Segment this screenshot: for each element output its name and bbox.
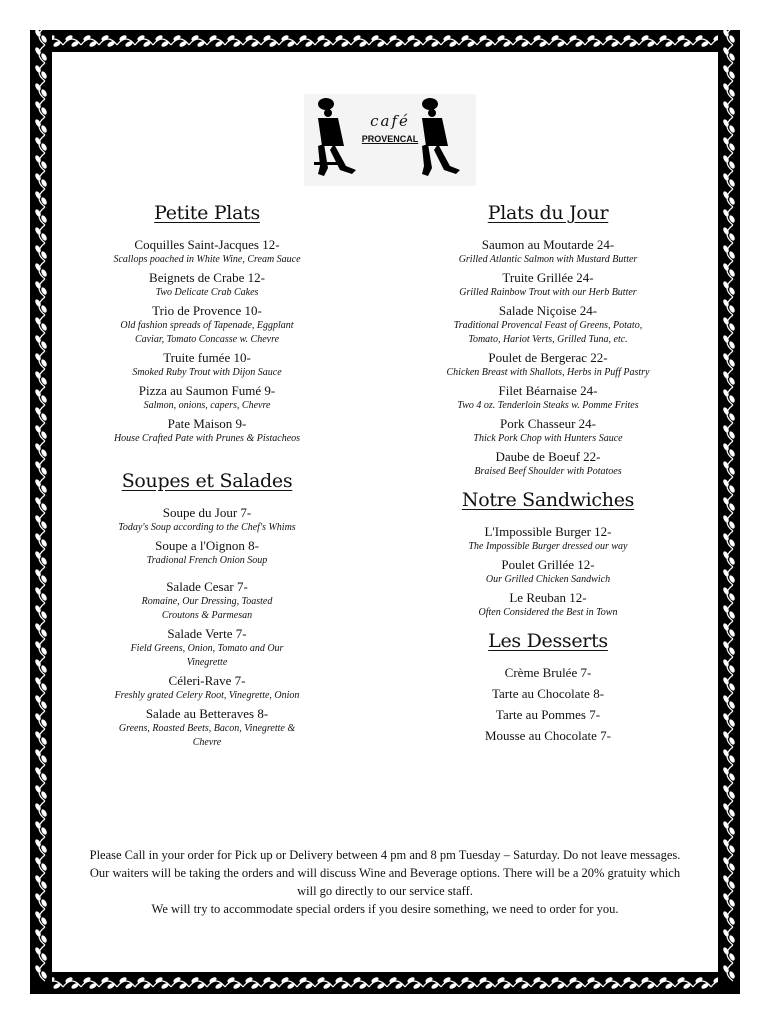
- right-column: [400, 202, 696, 746]
- menu-item-description: The Impossible Burger dressed our way: [468, 541, 628, 552]
- cafe-logo: [304, 94, 476, 186]
- menu-item: [62, 236, 352, 267]
- menu-item: [400, 589, 696, 620]
- menu-item: [62, 349, 352, 380]
- menu-item-description: Two 4 oz. Tenderloin Steaks w. Pomme Frites: [457, 400, 639, 411]
- menu-item-name: Poulet Grillée 12-: [501, 557, 595, 572]
- menu-item-name: Trio de Provence 10-: [152, 303, 262, 318]
- menu-item-description: Croutons & Parmesan: [161, 610, 253, 621]
- menu-item-name: Céleri-Rave 7-: [168, 673, 246, 688]
- menu-item-name: Salade Cesar 7-: [166, 579, 248, 594]
- decorative-border-right: [718, 30, 740, 994]
- menu-item-description: Field Greens, Onion, Tomato and Our: [130, 643, 284, 654]
- logo-provencal-text: PROVENCAL: [361, 134, 419, 144]
- menu-item: [400, 448, 696, 479]
- petite-plats-section: [62, 202, 352, 446]
- menu-item-name: Filet Béarnaise 24-: [498, 383, 598, 398]
- petite-plats-list: [62, 236, 352, 446]
- section-title-soupes: Soupes et Salades: [121, 470, 293, 492]
- menu-item-name: Pizza au Saumon Fumé 9-: [138, 383, 276, 398]
- section-title-sandwiches: Notre Sandwiches: [461, 489, 635, 511]
- menu-item-description: Traditional Provencal Feast of Greens, Potato,: [453, 320, 643, 331]
- menu-item-name: Crème Brulée 7-: [504, 665, 592, 680]
- menu-item-name: Le Reuban 12-: [509, 590, 587, 605]
- ordering-notice: [82, 846, 688, 918]
- menu-item: [62, 504, 352, 535]
- menu-item: [62, 705, 352, 750]
- menu-item-description: Salmon, onions, capers, Chevre: [143, 400, 271, 411]
- menu-item-name: Truite fumée 10-: [163, 350, 251, 365]
- menu-item-name: Tarte au Pommes 7-: [495, 707, 601, 722]
- menu-item-description: Smoked Ruby Trout with Dijon Sauce: [132, 367, 282, 378]
- menu-item: [62, 625, 352, 670]
- menu-item-name: Truite Grillée 24-: [502, 270, 594, 285]
- menu-item-description: Two Delicate Crab Cakes: [155, 287, 259, 298]
- menu-item-description: Grilled Atlantic Salmon with Mustard Butter: [458, 254, 638, 265]
- menu-item-name: Salade Verte 7-: [167, 626, 247, 641]
- menu-item-description: Braised Beef Shoulder with Potatoes: [474, 466, 622, 477]
- menu-item-description: Greens, Roasted Beets, Bacon, Vinegrette &: [118, 723, 296, 734]
- menu-item: [62, 302, 352, 347]
- plats-du-jour-section: [400, 202, 696, 479]
- menu-item-description: Chevre: [192, 737, 222, 748]
- vine-pattern-right: [718, 30, 740, 994]
- menu-item-description: Thick Pork Chop with Hunters Sauce: [473, 433, 623, 444]
- ordering-notice-text: Please Call in your order for Pick up or Delivery between 4 pm and 8 pm Tuesday – Saturday. Do not leave messages. Our waiters will be taking the orders and will discuss Wine and Beverage options. There will be a 20% gratuity which will go directly to our service staff.: [89, 848, 681, 898]
- vine-pattern-left: [30, 30, 52, 994]
- special-orders-text: We will try to accommodate special orders if you desire something, we need to order for you.: [151, 902, 619, 916]
- menu-item-description: Grilled Rainbow Trout with our Herb Butter: [459, 287, 637, 298]
- menu-item: [400, 556, 696, 587]
- menu-item-name: Coquilles Saint-Jacques 12-: [134, 237, 280, 252]
- menu-item-description: Today's Soup according to the Chef's Whims: [118, 522, 296, 533]
- menu-item-name: Pork Chasseur 24-: [499, 416, 597, 431]
- menu-item-description: Tomato, Hariot Verts, Grilled Tuna, etc.: [468, 334, 628, 345]
- menu-item: [400, 382, 696, 413]
- menu-item-description: Our Grilled Chicken Sandwich: [485, 574, 611, 585]
- menu-item-name: Salade Niçoise 24-: [498, 303, 598, 318]
- menu-item: [62, 269, 352, 300]
- menu-item: [400, 415, 696, 446]
- decorative-border-top: [30, 30, 740, 52]
- menu-item-description: Caviar, Tomato Concasse w. Chevre: [134, 334, 280, 345]
- menu-item-name: Soupe du Jour 7-: [162, 505, 252, 520]
- menu-item-description: Romaine, Our Dressing, Toasted: [141, 596, 273, 607]
- menu-item: [62, 578, 352, 623]
- sandwiches-list: [400, 523, 696, 620]
- desserts-section: [400, 630, 696, 744]
- decorative-border-left: [30, 30, 52, 994]
- menu-item-name: Pate Maison 9-: [167, 416, 247, 431]
- soupes-list: [62, 504, 352, 750]
- menu-item-name: Daube de Boeuf 22-: [495, 449, 601, 464]
- menu-item: [62, 537, 352, 568]
- section-title-desserts: Les Desserts: [488, 630, 608, 652]
- left-column: [62, 202, 352, 752]
- menu-item: [62, 672, 352, 703]
- desserts-list: [400, 664, 696, 744]
- menu-item-description: Often Considered the Best in Town: [478, 607, 618, 618]
- menu-item-name: Beignets de Crabe 12-: [149, 270, 265, 285]
- menu-item: [400, 727, 696, 744]
- soupes-section: [62, 470, 352, 750]
- menu-item-name: Saumon au Moutarde 24-: [481, 237, 615, 252]
- section-title-petite-plats: Petite Plats: [154, 202, 260, 224]
- logo-cafe-text: café: [370, 112, 410, 130]
- vine-pattern-bottom: [30, 972, 740, 994]
- menu-item: [400, 685, 696, 702]
- menu-item: [400, 349, 696, 380]
- menu-item-name: Poulet de Bergerac 22-: [488, 350, 608, 365]
- menu-item: [62, 415, 352, 446]
- sandwiches-section: [400, 489, 696, 620]
- menu-item-name: Salade au Betteraves 8-: [145, 706, 269, 721]
- menu-item-name: L'Impossible Burger 12-: [484, 524, 612, 539]
- plats-du-jour-list: [400, 236, 696, 479]
- section-title-plats-du-jour: Plats du Jour: [487, 202, 609, 224]
- menu-item-description: Scallops poached in White Wine, Cream Sauce: [113, 254, 301, 265]
- menu-item-name: Tarte au Chocolate 8-: [491, 686, 605, 701]
- menu-item-name: Mousse au Chocolate 7-: [484, 728, 611, 743]
- decorative-border-bottom: [30, 972, 740, 994]
- menu-item-description: Freshly grated Celery Root, Vinegrette, Onion: [114, 690, 300, 701]
- menu-item: [400, 664, 696, 681]
- menu-item-description: Vinegrette: [186, 657, 228, 668]
- menu-item: [400, 269, 696, 300]
- menu-item: [62, 382, 352, 413]
- menu-item-description: Tradional French Onion Soup: [146, 555, 268, 566]
- menu-item: [400, 236, 696, 267]
- menu-item: [400, 302, 696, 347]
- menu-content: [52, 52, 718, 972]
- menu-item-name: Soupe a l'Oignon 8-: [155, 538, 259, 553]
- menu-item-description: Old fashion spreads of Tapenade, Eggplant: [120, 320, 294, 331]
- menu-item: [400, 523, 696, 554]
- menu-item-description: Chicken Breast with Shallots, Herbs in Puff Pastry: [446, 367, 650, 378]
- menu-item: [400, 706, 696, 723]
- vine-pattern-top: [30, 30, 740, 52]
- menu-item-description: House Crafted Pate with Prunes & Pistacheos: [113, 433, 301, 444]
